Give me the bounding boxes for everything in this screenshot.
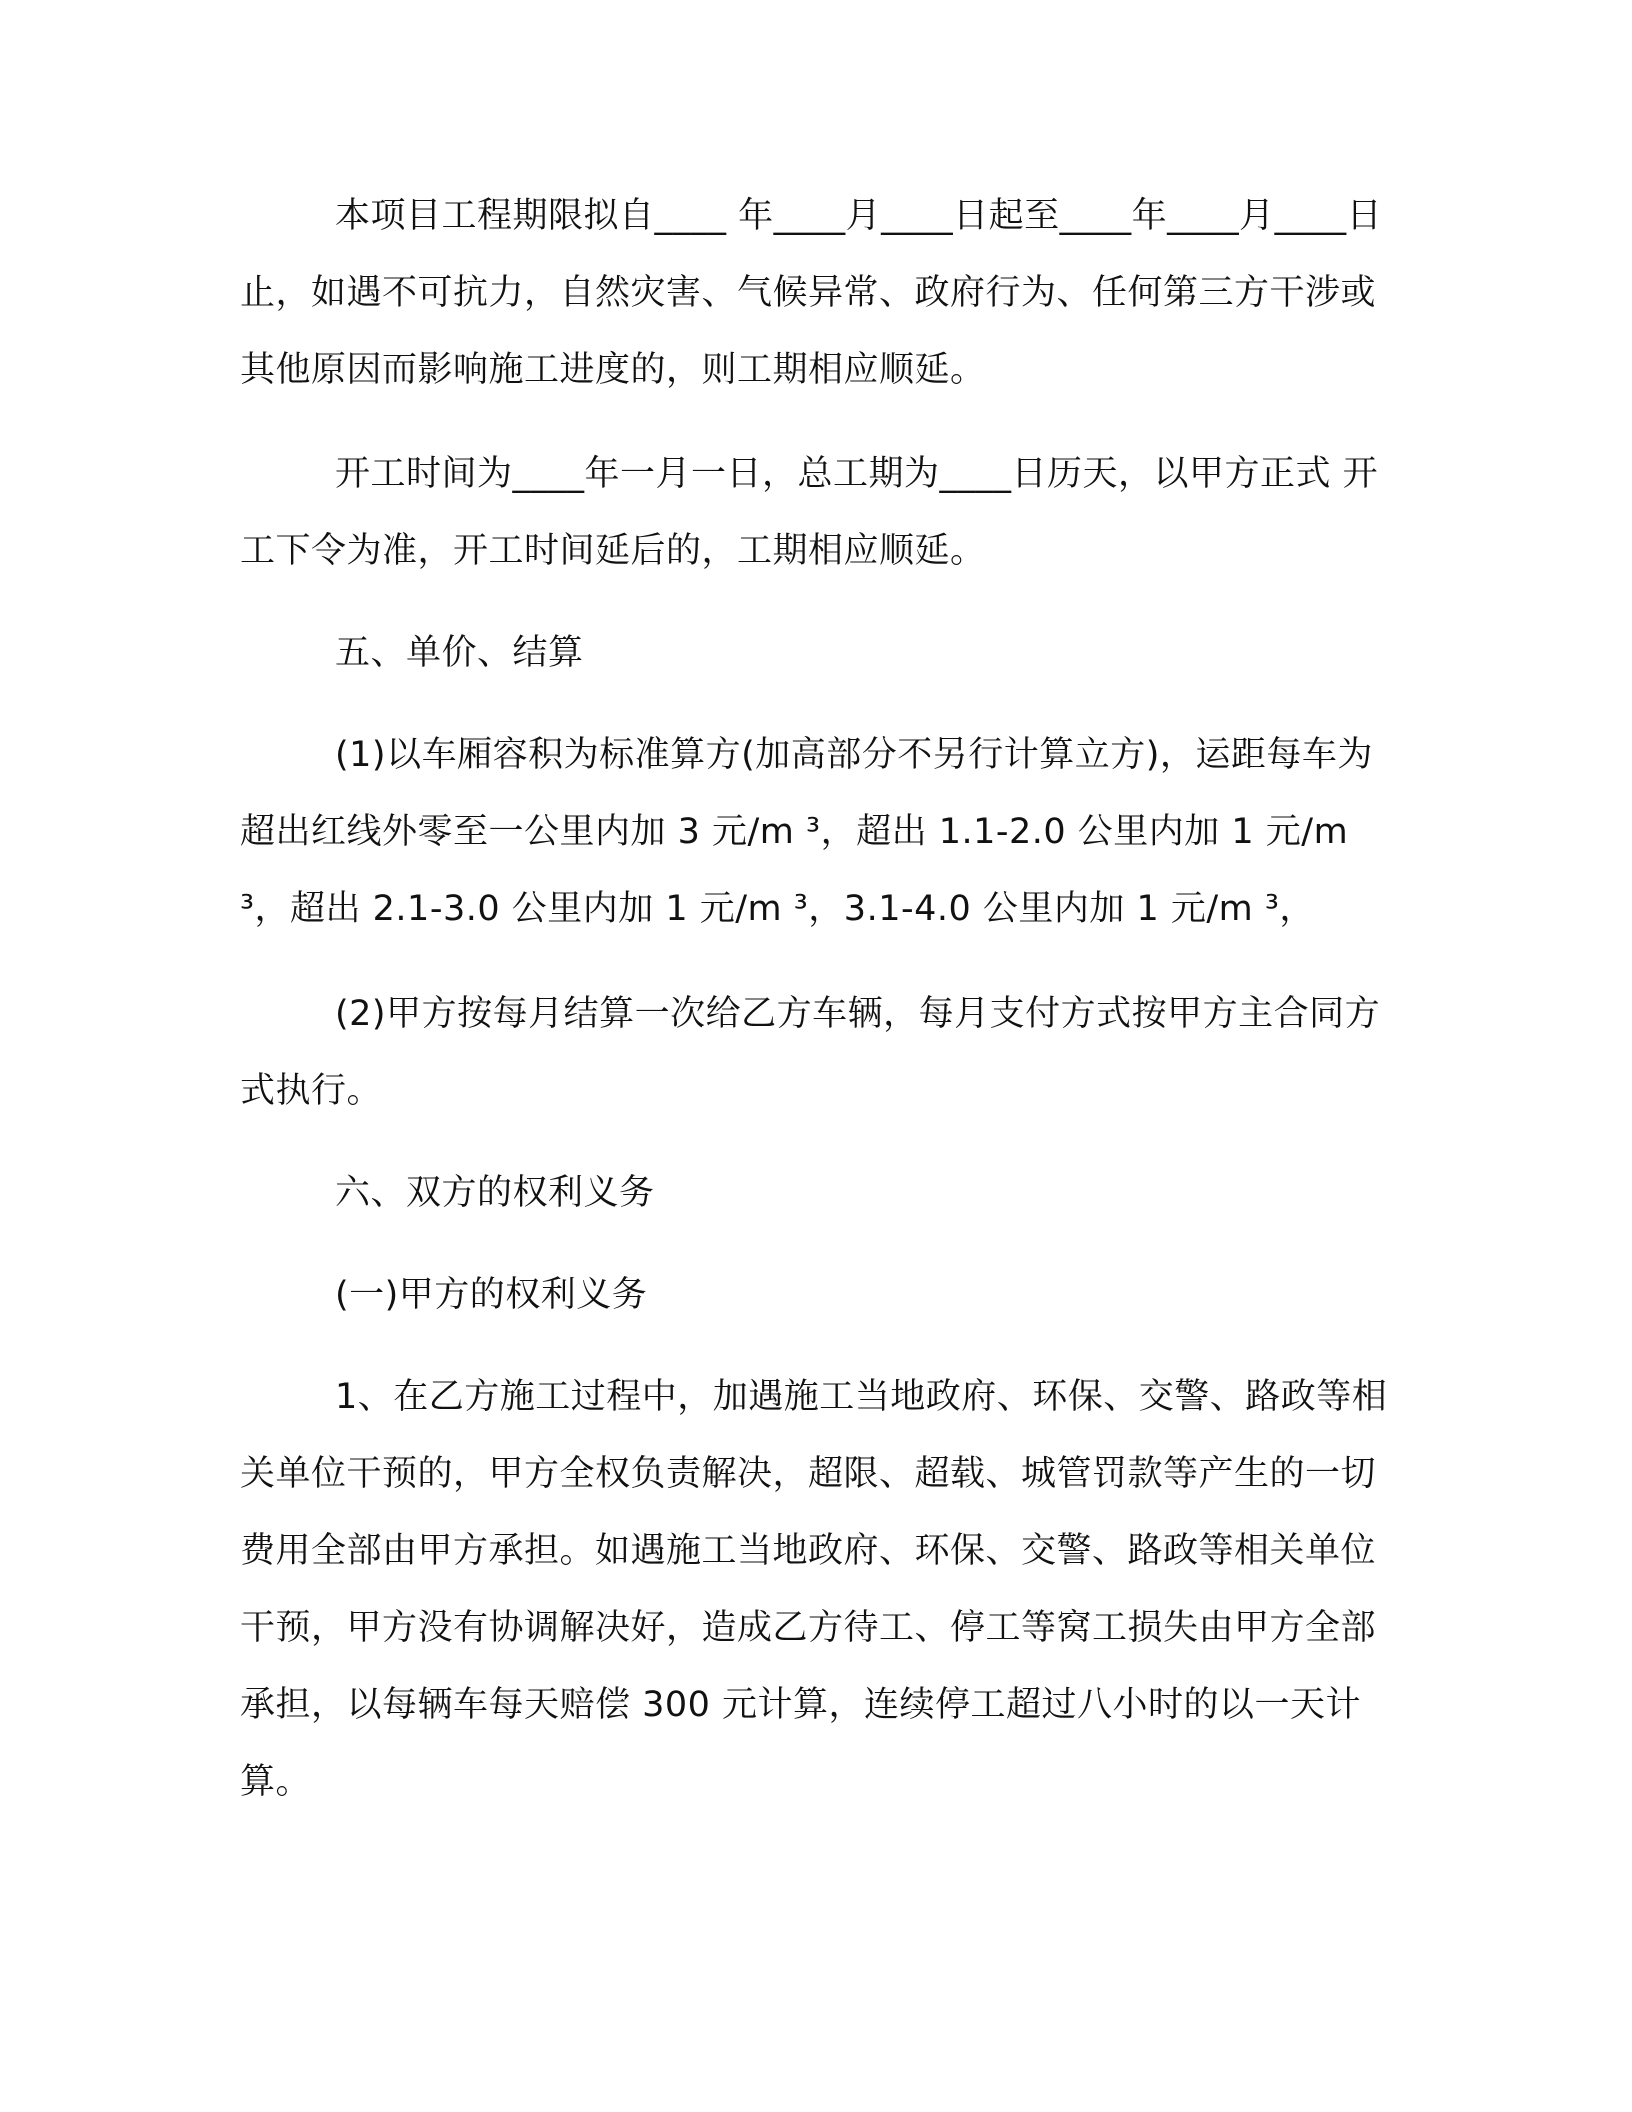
paragraph-monthly-settlement: (2)甲方按每月结算一次给乙方车辆，每月支付方式按甲方主合同方式执行。 <box>240 994 1381 1111</box>
paragraph-start-date: 开工时间为____年一月一日，总工期为____日历天，以甲方正式 开工下令为准，开工时间延后的，工期相应顺延。 <box>240 454 1379 571</box>
paragraph-party-a-obligation-1: 1、在乙方施工过程中，加遇施工当地政府、环保、交警、路政等相关单位干预的，甲方全权负责解决，超限、超载、城管罚款等产生的一切费用全部由甲方承担。如遇施工当地政府、环保、交警、路政等相关单位干预，甲方没有协调解决好，造成乙方待工、停工等窝工损失由甲方全部承担，以每辆车每天赔偿 300 元计算，连续停工超过八小时的以一天计算。 <box>240 1377 1388 1802</box>
paragraph-volume-pricing: (1)以车厢容积为标准算方(加高部分不另行计算立方)，运距每车为超出红线外零至一公里内加 3 元/m ³，超出 1.1-2.0 公里内加 1 元/m ³，超出 2.1-3.0 公里内加 1 元/m ³，3.1-4.0 公里内加 1 元/m ³， <box>240 735 1373 929</box>
paragraph-construction-period: 本项目工程期限拟自____ 年____月____日起至____年____月____日止，如遇不可抗力，自然灾害、气候异常、政府行为、任何第三方干涉或其他原因而影响施工进度的，则工期相应顺延。 <box>240 196 1383 390</box>
section-heading-unit-price: 五、单价、结算 <box>335 633 584 673</box>
subsection-heading-party-a: (一)甲方的权利义务 <box>335 1275 648 1315</box>
section-heading-rights: 六、双方的权利义务 <box>335 1173 655 1213</box>
